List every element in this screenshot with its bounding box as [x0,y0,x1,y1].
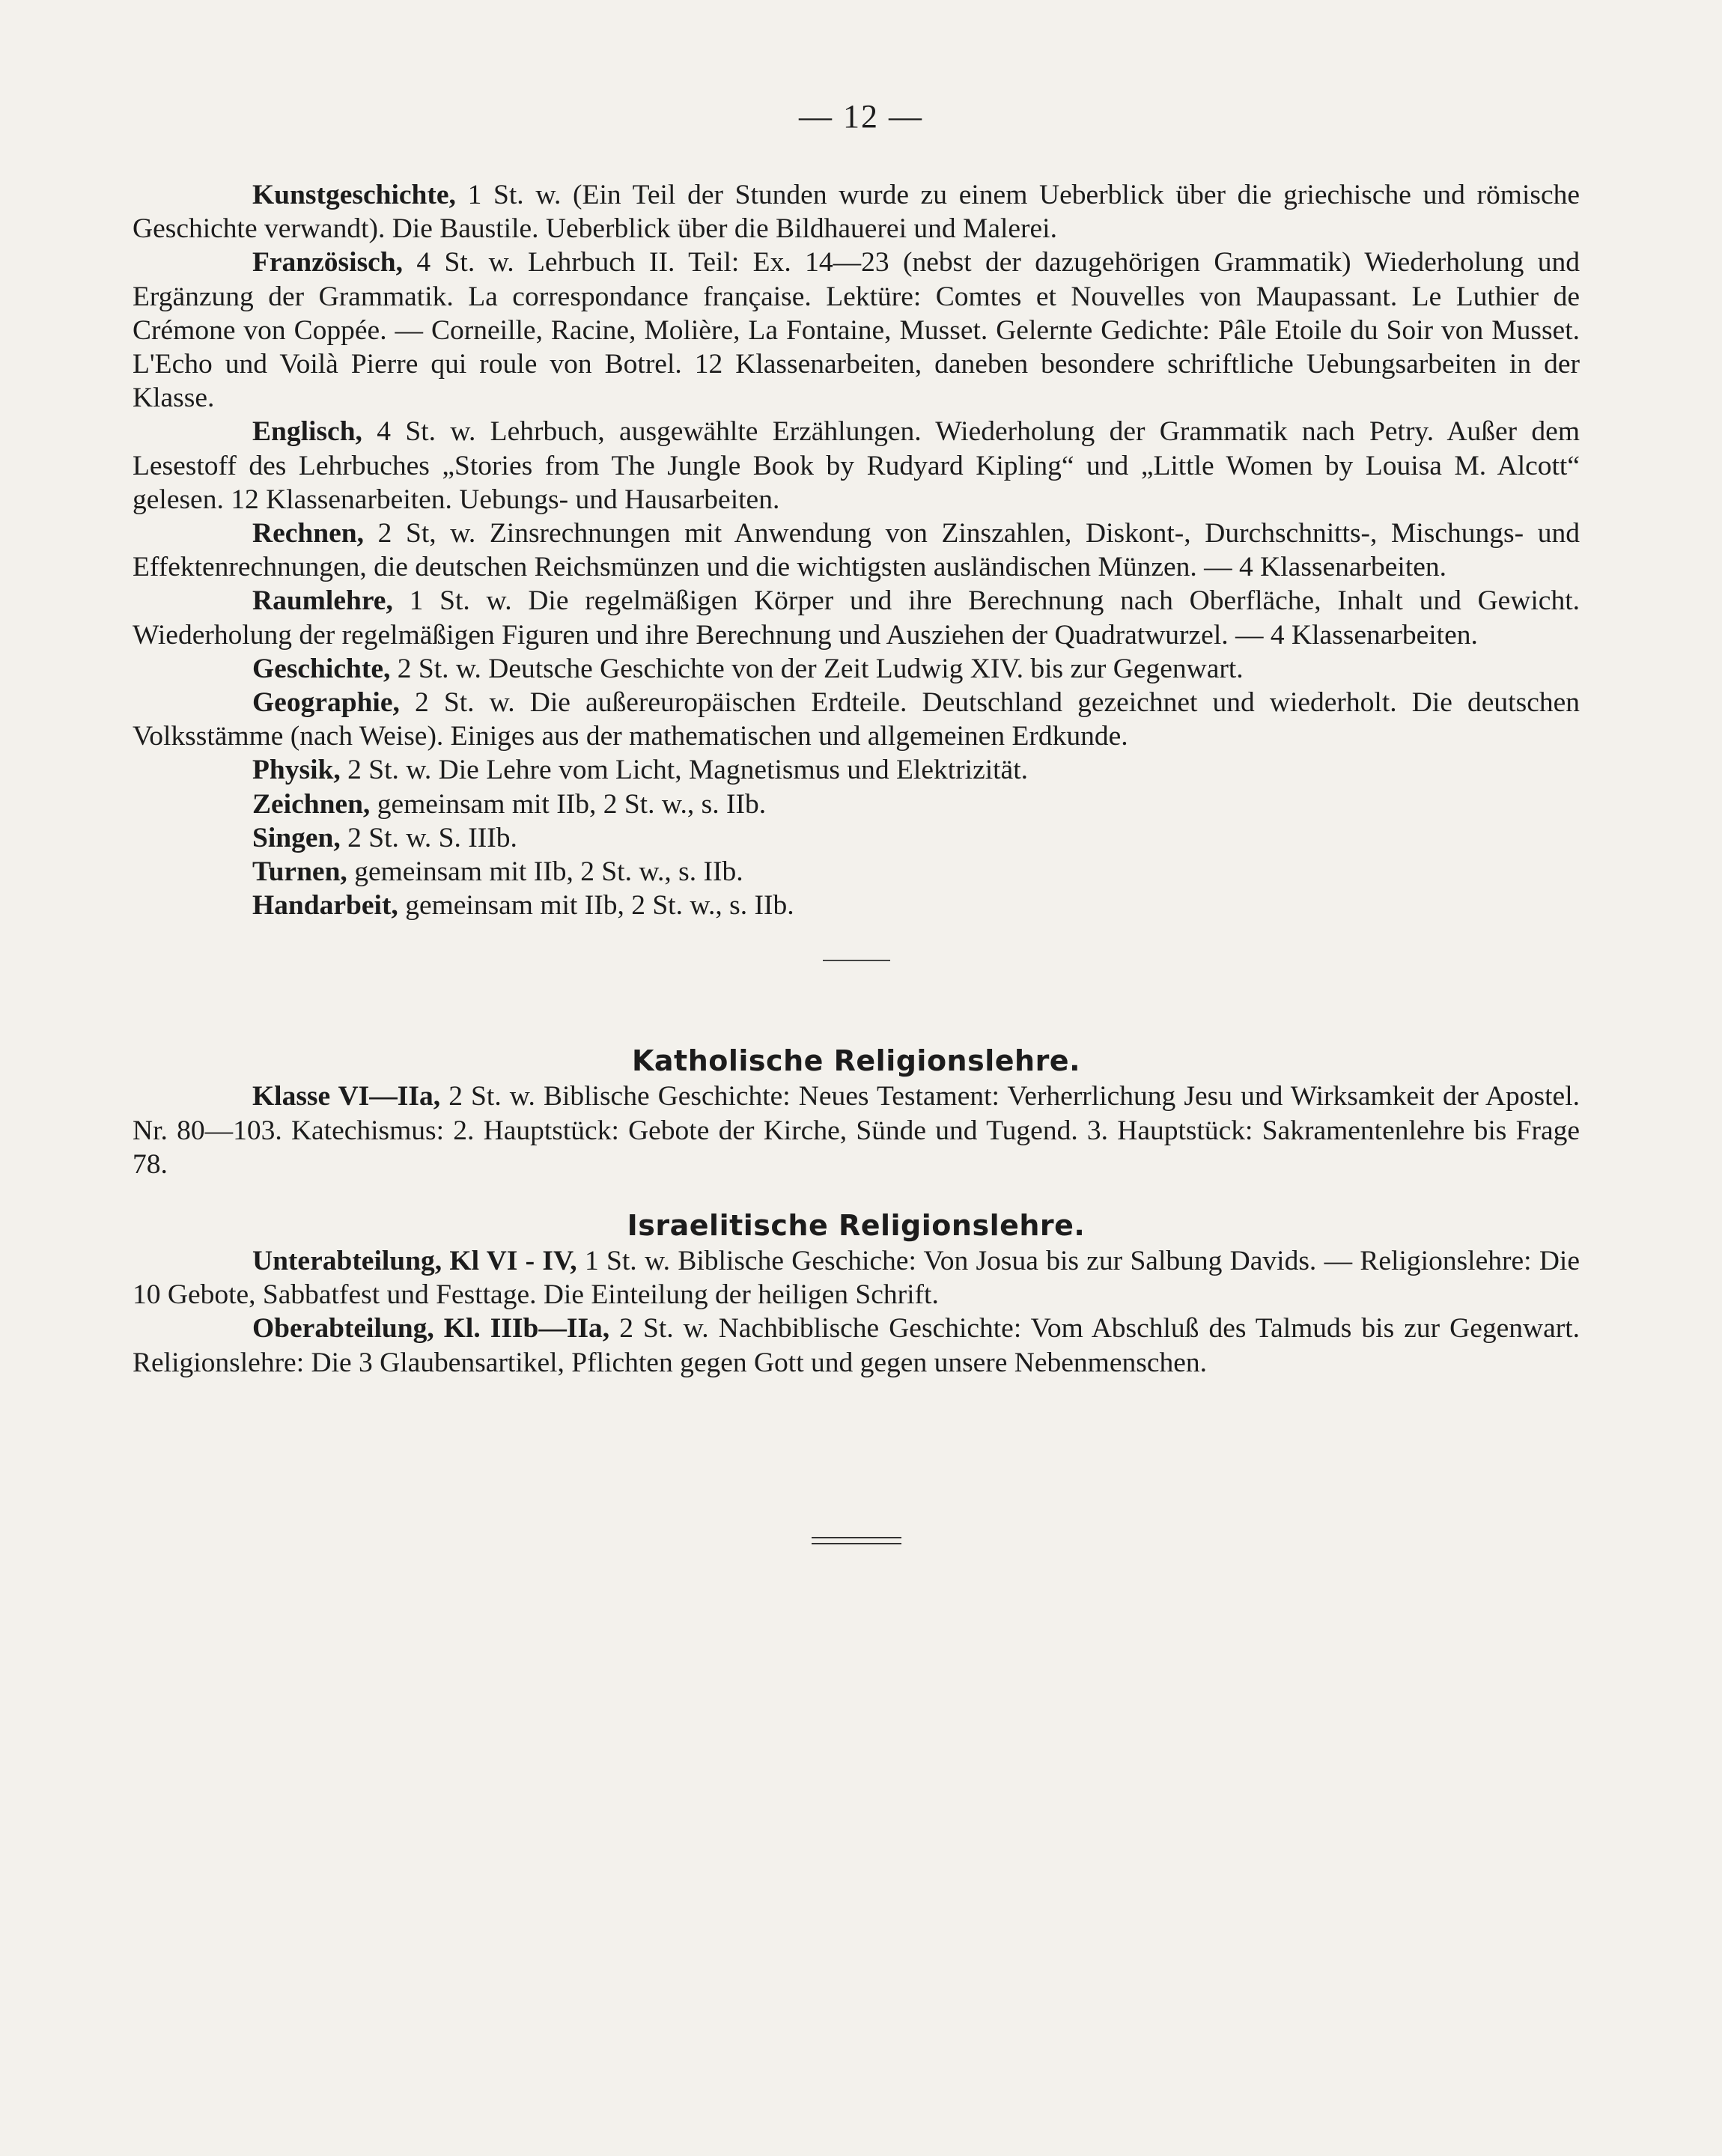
class-name: Klasse VI—IIa, [252,1081,441,1112]
subject-text: gemeinsam mit IIb, 2 St. w., s. IIb. [347,856,743,888]
subject-text: 1 St. w. Die regelmäßigen Körper und ihre Berechnung nach Oberfläche, Inhalt und Gewicht. Wiederholung der regelmäßigen Figuren und ihre Berechnung und Ausziehen der Quadratwurzel. — 4 Klassenarbeiten. [133,585,1580,651]
subject-text: gemeinsam mit IIb, 2 St. w., s. IIb. [398,890,794,922]
subject-name: Kunstgeschichte, [252,180,456,210]
section-heading-katholisch: Katholische Religionslehre. [631,1044,1081,1078]
subject-name: Englisch, [252,416,362,448]
subject-paragraph [133,753,1580,787]
subject-paragraph [133,246,1580,415]
subject-text: 2 St. w. Deutsche Geschichte von der Zeit Ludwig XIV. bis zur Gegenwart. [390,653,1244,684]
subject-paragraph [133,584,1580,651]
subject-name: Geschichte, [252,653,391,684]
class-text: 2 St. w. Biblische Geschichte: Neues Testament: Verherrlichung Jesu und Wirksamkeit der Apostel. Nr. 80—103. Katechismus: 2. Hauptstück: Gebote der Kirche, Sünde und Tugend. 3. Hauptstück: Sakramentenlehre bis Frage 78. [133,1081,1580,1180]
religion-paragraph [133,1312,1580,1379]
subject-paragraph [133,178,1580,246]
subject-name: Handarbeit, [252,890,398,922]
subject-text: 2 St, w. Zinsrechnungen mit Anwendung von Zinszahlen, Diskont-, Durchschnitts-, Mischungs- und Effektenrechnungen, die deutschen Reichsmünzen und die wichtigsten ausländischen Münzen. — 4 Klassenarbeiten. [133,518,1580,583]
class-name: Oberabteilung, Kl. IIIb—IIa, [252,1313,610,1345]
subject-text: 2 St. w. S. IIIb. [340,822,517,853]
subject-name: Französisch, [252,247,404,278]
subject-name: Raumlehre, [252,585,393,617]
subject-text: 2 St. w. Die außereuropäischen Erdteile. Deutschland gezeichnet und wiederholt. Die deutschen Volksstämme (nach Weise). Einiges aus der mathematischen und allgemeinen Erdkunde. [133,687,1580,752]
subject-paragraph [133,821,1580,855]
religion-paragraph [133,1244,1580,1312]
document-body [133,178,1580,1549]
subject-paragraph [133,855,1580,889]
subject-name: Singen, [252,822,341,853]
subject-text: 4 St. w. Lehrbuch, ausgewählte Erzählungen. Wiederholung der Grammatik nach Petry. Außer dem Lesestoff des Lehrbuches „Stories from The Jungle Book by Rudyard Kipling“ und „Little Women by Louisa M. Alcott“ gelesen. 12 Klassenarbeiten. Uebungs- und Hausarbeiten. [133,416,1580,515]
end-divider-line [812,1543,901,1544]
class-text: 1 St. w. Biblische Geschiche: Von Josua bis zur Salbung Davids. — Religionslehre: Die 10 Gebote, Sabbatfest und Festtage. Die Einteilung der heiligen Schrift. [133,1246,1580,1311]
subject-text: gemeinsam mit IIb, 2 St. w., s. IIb. [370,788,767,820]
subject-name: Rechnen, [252,518,364,549]
subject-text: 4 St. w. Lehrbuch II. Teil: Ex. 14—23 (nebst der dazugehörigen Grammatik) Wiederholung und Ergänzung der Grammatik. La correspondance française. Lektüre: Comtes et Nouvelles von Maupassant. Le Luthier de Crémone von Coppée. — Corneille, Racine, Molière, La Fontaine, Musset. Gelernte Gedichte: Pâle Etoile du Soir von Musset. L'Echo und Voilà Pierre qui roule von Botrel. 12 Klassenarbeiten, daneben besondere schriftliche Uebungsarbeiten in der Klasse. [133,247,1580,414]
section-heading-israelitisch: Israelitische Religionslehre. [627,1209,1086,1243]
subject-paragraph [133,652,1580,686]
subject-paragraph [133,686,1580,753]
page-number: — 12 — [799,98,923,135]
subject-text: 1 St. w. (Ein Teil der Stunden wurde zu einem Ueberblick über die griechische und römische Geschichte verwandt). Die Baustile. Ueberblick über die Bildhauerei und Malerei. [133,180,1580,245]
subject-text: 2 St. w. Die Lehre vom Licht, Magnetismus und Elektrizität. [340,755,1028,786]
section-divider [823,960,890,961]
subject-name: Geographie, [252,687,400,719]
end-divider-line [812,1537,901,1538]
subject-name: Turnen, [252,856,347,888]
subject-paragraph [133,517,1580,584]
class-text: 2 St. w. Nachbiblische Geschichte: Vom Abschluß des Talmuds bis zur Gegenwart. Religionslehre: Die 3 Glaubensartikel, Pflichten gegen Gott und gegen unsere Nebenmenschen. [133,1313,1580,1378]
subject-name: Physik, [252,755,341,786]
spacer [133,1181,1580,1207]
subject-name: Zeichnen, [252,788,371,820]
subject-paragraph [133,889,1580,922]
subject-paragraph [133,788,1580,821]
class-name: Unterabteilung, Kl VI - IV, [252,1246,577,1277]
religion-paragraph [133,1079,1580,1181]
end-divider [812,1537,901,1544]
subject-paragraph [133,415,1580,517]
